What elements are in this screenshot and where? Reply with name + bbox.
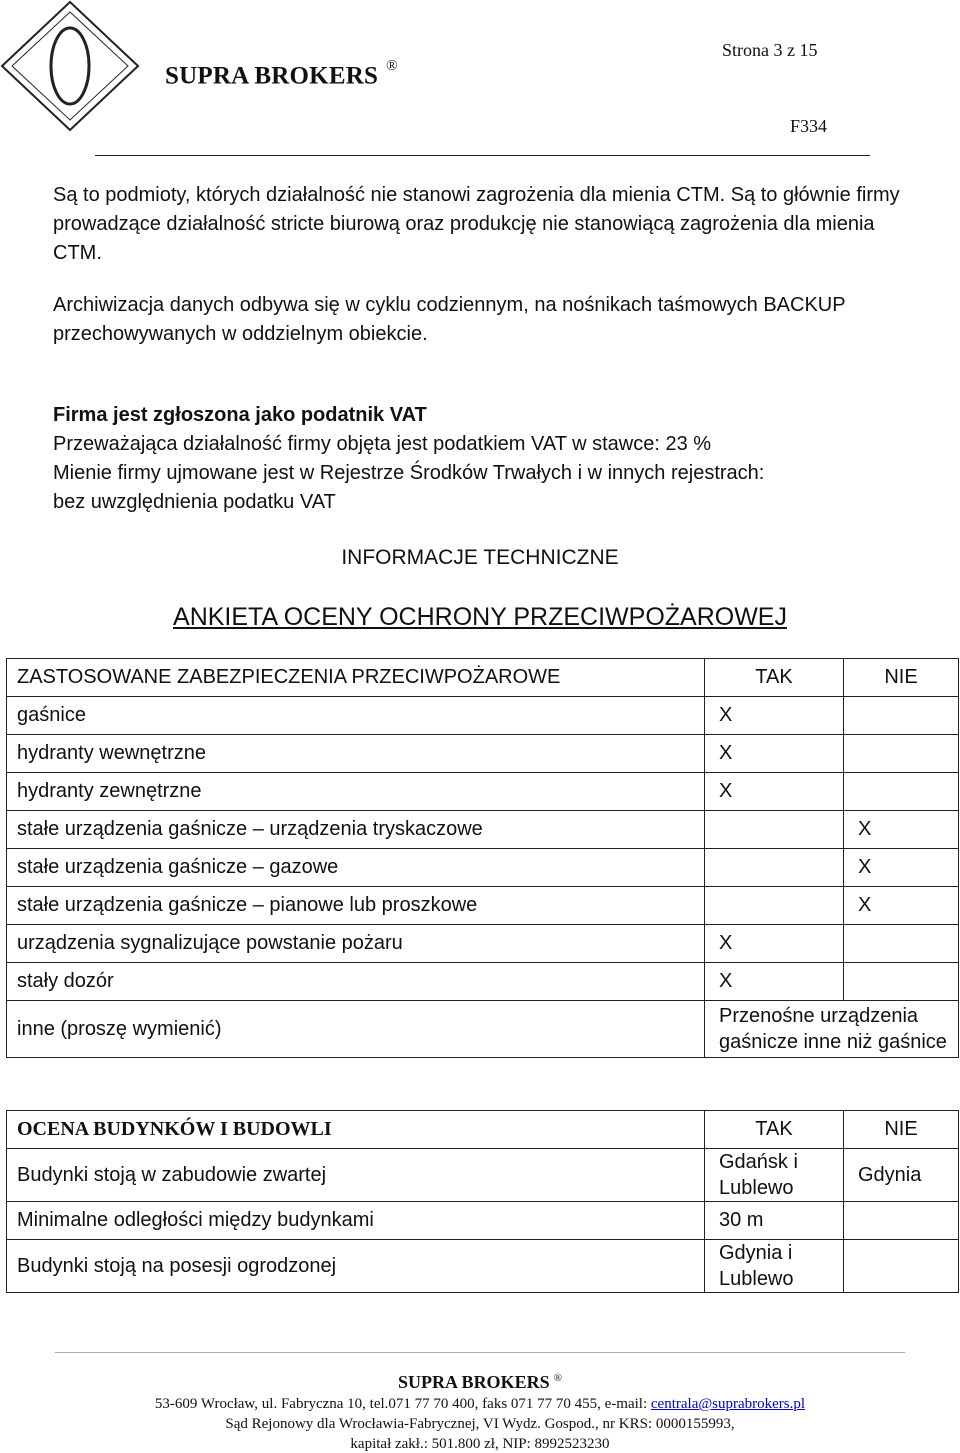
no-cell: X bbox=[844, 887, 959, 925]
page-number: Strona 3 z 15 bbox=[722, 40, 818, 60]
table-row bbox=[7, 849, 959, 887]
table-row bbox=[7, 697, 959, 735]
vat-title: Firma jest zgłoszona jako podatnik VAT bbox=[53, 404, 427, 426]
row-label: Budynki stoją na posesji ogrodzonej bbox=[7, 1240, 705, 1293]
table-row bbox=[7, 887, 959, 925]
row-label: stały dozór bbox=[7, 963, 705, 1001]
yes-cell bbox=[705, 849, 844, 887]
paragraph-archiving: Archiwizacja danych odbywa się w cyklu codziennym, na nośnikach taśmowych BACKUP przechowywanych w oddzielnym obiekcie. bbox=[53, 294, 846, 345]
footer-capital-info: kapitał zakł.: 501.800 zł, NIP: 8992523230 bbox=[350, 1436, 610, 1452]
table-row bbox=[7, 963, 959, 1001]
brand-title: SUPRA BROKERS ® bbox=[165, 58, 398, 90]
row-label: inne (proszę wymienić) bbox=[7, 1001, 705, 1058]
fire-protection-table bbox=[6, 658, 959, 1058]
table-header-row bbox=[7, 659, 959, 697]
header-cell-yes: TAK bbox=[705, 1111, 844, 1149]
footer-address: 53-609 Wrocław, ul. Fabryczna 10, tel.071 77 70 400, faks 071 77 70 455, e-mail: centrala@suprabrokers.pl bbox=[154, 1396, 806, 1412]
company-logo bbox=[0, 0, 140, 132]
yes-cell: X bbox=[705, 925, 844, 963]
building-assessment-table bbox=[6, 1110, 959, 1293]
vat-register-line: Mienie firmy ujmowane jest w Rejestrze Środków Trwałych i w innych rejestrach: bbox=[53, 462, 765, 484]
row-label: stałe urządzenia gaśnicze – urządzenia tryskaczowe bbox=[7, 811, 705, 849]
no-cell bbox=[844, 1202, 959, 1240]
header-cell-measures: ZASTOSOWANE ZABEZPIECZENIA PRZECIWPOŻAROWE bbox=[7, 659, 705, 697]
footer-divider bbox=[55, 1352, 905, 1353]
yes-cell: Gdynia i Lublewo bbox=[705, 1240, 844, 1293]
fire-survey-heading: ANKIETA OCENY OCHRONY PRZECIWPOŻAROWEJ bbox=[173, 603, 787, 631]
no-cell bbox=[844, 925, 959, 963]
row-label: Minimalne odległości między budynkami bbox=[7, 1202, 705, 1240]
header-divider bbox=[95, 155, 870, 156]
header-cell-yes: TAK bbox=[705, 659, 844, 697]
table-row bbox=[7, 1202, 959, 1240]
no-cell: Gdynia bbox=[844, 1149, 959, 1202]
vat-basis-line: bez uwzględnienia podatku VAT bbox=[53, 491, 336, 513]
other-measures-cell: Przenośne urządzenia gaśnicze inne niż gaśnice bbox=[705, 1001, 959, 1058]
table-row bbox=[7, 1240, 959, 1293]
row-label: hydranty zewnętrzne bbox=[7, 773, 705, 811]
no-cell bbox=[844, 963, 959, 1001]
no-cell bbox=[844, 773, 959, 811]
row-label: urządzenia sygnalizujące powstanie pożaru bbox=[7, 925, 705, 963]
footer-brand: SUPRA BROKERS ® bbox=[398, 1372, 562, 1392]
paragraph-activity: Są to podmioty, których działalność nie stanowi zagrożenia dla mienia CTM. Są to głównie firmy prowadzące działalność stricte biurową oraz produkcję nie stanowiącą zagrożenia dla mienia CTM. bbox=[53, 184, 900, 264]
table-row bbox=[7, 1001, 959, 1058]
yes-cell bbox=[705, 887, 844, 925]
no-cell bbox=[844, 735, 959, 773]
row-label: stałe urządzenia gaśnicze – gazowe bbox=[7, 849, 705, 887]
table-header-row bbox=[7, 1111, 959, 1149]
row-label: Budynki stoją w zabudowie zwartej bbox=[7, 1149, 705, 1202]
table-row bbox=[7, 1149, 959, 1202]
row-label: hydranty wewnętrzne bbox=[7, 735, 705, 773]
no-cell bbox=[844, 697, 959, 735]
yes-cell: X bbox=[705, 773, 844, 811]
header-cell-no: NIE bbox=[844, 1111, 959, 1149]
no-cell: X bbox=[844, 811, 959, 849]
yes-cell: Gdańsk i Lublewo bbox=[705, 1149, 844, 1202]
row-label: stałe urządzenia gaśnicze – pianowe lub proszkowe bbox=[7, 887, 705, 925]
form-code: F334 bbox=[790, 116, 828, 136]
yes-cell bbox=[705, 811, 844, 849]
no-cell bbox=[844, 1240, 959, 1293]
no-cell: X bbox=[844, 849, 959, 887]
vat-section bbox=[53, 401, 764, 517]
table-row bbox=[7, 735, 959, 773]
technical-info-heading: INFORMACJE TECHNICZNE bbox=[341, 546, 619, 569]
yes-cell: X bbox=[705, 697, 844, 735]
table-row bbox=[7, 811, 959, 849]
yes-cell: X bbox=[705, 963, 844, 1001]
vat-rate-line: Przeważająca działalność firmy objęta jest podatkiem VAT w stawce: 23 % bbox=[53, 433, 712, 455]
table-row bbox=[7, 773, 959, 811]
header-cell-no: NIE bbox=[844, 659, 959, 697]
table-row bbox=[7, 925, 959, 963]
yes-cell: X bbox=[705, 735, 844, 773]
yes-cell: 30 m bbox=[705, 1202, 844, 1240]
row-label: gaśnice bbox=[7, 697, 705, 735]
header-cell-buildings: OCENA BUDYNKÓW I BUDOWLI bbox=[7, 1111, 705, 1149]
email-link[interactable]: centrala@suprabrokers.pl bbox=[650, 1396, 806, 1412]
footer-court-info: Sąd Rejonowy dla Wrocławia-Fabrycznej, VI Wydz. Gospod., nr KRS: 0000155993, bbox=[225, 1416, 735, 1432]
